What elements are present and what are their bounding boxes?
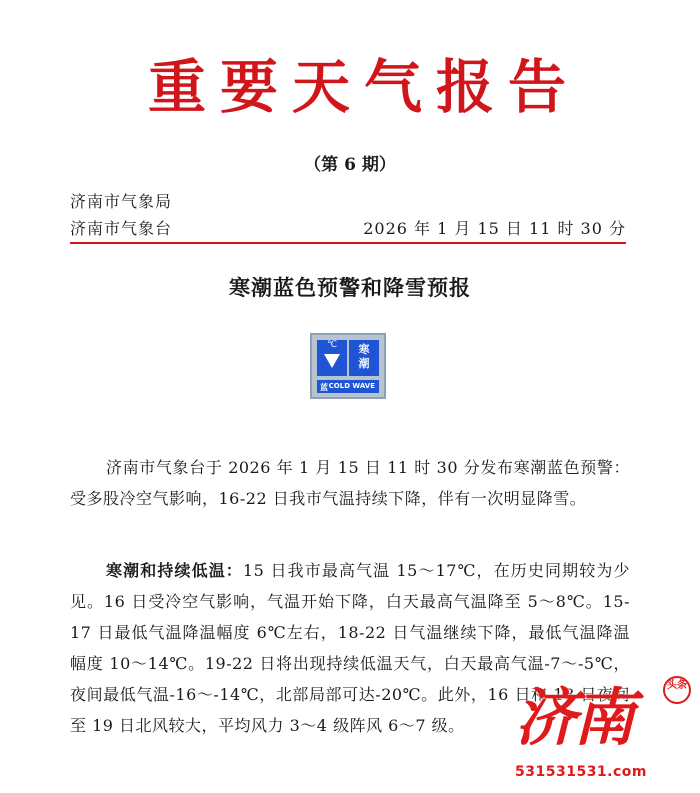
toutiao-badge: 头条 bbox=[663, 676, 691, 704]
header-divider bbox=[70, 242, 626, 244]
issue-datetime: 2026 年 1 月 15 日 11 时 30 分 bbox=[363, 219, 626, 238]
warning-type-panel bbox=[349, 340, 379, 376]
warning-level-badge: 蓝 bbox=[320, 383, 328, 392]
thermometer-panel bbox=[317, 340, 347, 376]
document-title: 寒潮蓝色预警和降雪预报 bbox=[229, 275, 471, 300]
paragraph-body: 15 日我市最高气温 15～17℃，在历史同期较为少见。16 日受冷空气影响，气温开始下降，白天最高气温降至 5～8℃。15-17 日最低气温降温幅度 6℃左右，18-22 日气温继续下降，最低气温降温幅度 10～14℃。19-22 日将出现持续低温天气，白天最高气温-7～-5℃，夜间最低气温-16～-14℃，北部局部可达-20℃。此外，16 日和 18 日夜间至 19 日北风较大，平均风力 3～4 级阵风 6～7 级。 bbox=[70, 561, 630, 735]
warning-label-bar bbox=[317, 380, 379, 393]
issuing-observatory: 济南市气象台 bbox=[70, 219, 173, 238]
paragraph-warning: 济南市气象台于 2026 年 1 月 15 日 11 时 30 分发布寒潮蓝色预警：受多股冷空气影响，16-22 日我市气温持续下降，伴有一次明显降雪。 bbox=[70, 458, 630, 508]
warning-char-bottom: 潮 bbox=[358, 357, 370, 370]
cold-wave-blue-warning-icon bbox=[310, 333, 386, 399]
jinan-watermark-logo: 济南 bbox=[515, 681, 632, 754]
report-masthead: 重要天气报告 bbox=[147, 53, 580, 121]
warning-char-top: 寒 bbox=[358, 343, 370, 356]
paragraph-heading: 寒潮和持续低温： bbox=[106, 561, 243, 580]
issuing-bureau: 济南市气象局 bbox=[70, 192, 173, 211]
issue-number: （第 6 期） bbox=[304, 155, 396, 175]
down-arrow-icon bbox=[324, 354, 340, 368]
warning-label: COLD WAVE bbox=[328, 382, 375, 390]
celsius-unit: ℃ bbox=[326, 340, 338, 350]
site-watermark: 531531531.com bbox=[515, 764, 647, 780]
